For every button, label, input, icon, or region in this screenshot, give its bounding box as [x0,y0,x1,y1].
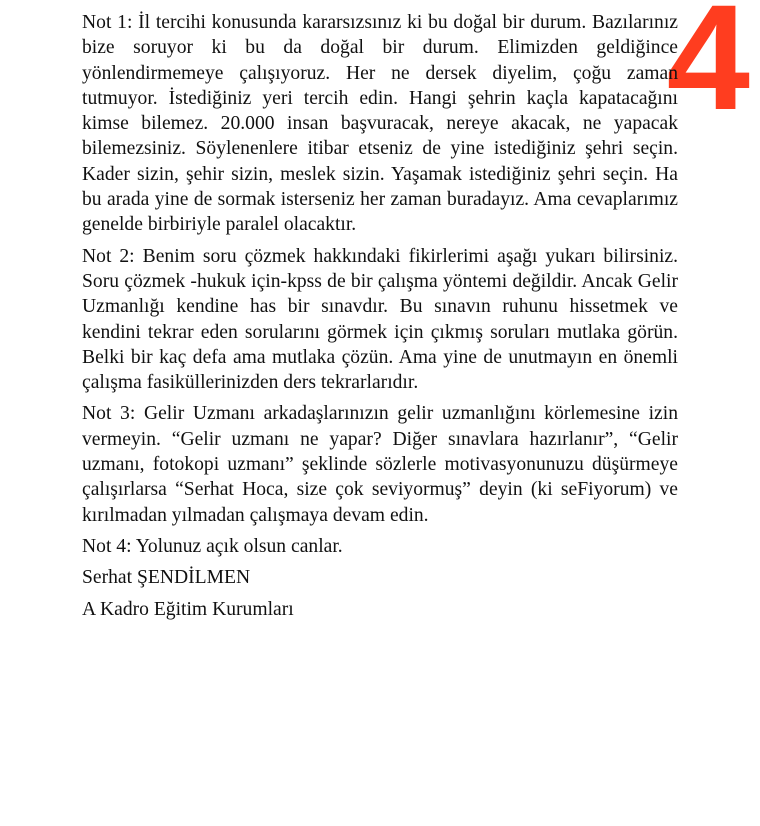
note-4: Not 4: Yolunuz açık olsun canlar. [82,535,343,557]
note-2: Not 2: Benim soru çözmek hakkındaki fikirlerimi aşağı yukarı bilirsiniz. Soru çözmek -hukuk için-kpss de bir çalışma yöntemi değildir. Ancak Gelir Uzmanlığı kendine has bir sınavdır. Bu sınavın ruhunu hissetmek ve kendini tekrar eden sorularını görmek için çıkmış soruları mutlaka görün. Belki bir kaç defa ama mutlaka çözün. Ama yine de unutmayın en önemli çalışma fasiküllerinizden ders tekrarlarıdır. [82,245,678,394]
document-body [82,10,678,628]
page-number: 4 [666,0,750,141]
note-1: Not 1: İl tercihi konusunda kararsızsınız ki bu doğal bir durum. Bazılarınız bize soruyor ki bu da doğal bir durum. Elimizden geldiğince yönlendirmemeye çalışıyoruz. Her ne dersek diyelim, çoğu zaman tutmuyor. İstediğiniz yeri tercih edin. Hangi şehrin kaçla kapatacağını kimse bilemez. 20.000 insan başvuracak, nereye akacak, ne yapacak bilemezsiniz. Söylenenlere itibar etseniz de yine istediğiniz şehri seçin. Kader sizin, şehir sizin, meslek sizin. Yaşamak istediğiniz şehri seçin. Ha bu arada yine de sormak isterseniz her zaman buradayız. Ama cevaplarımız genelde birbiriyle paralel olacaktır. [82,12,678,236]
note-3: Not 3: Gelir Uzmanı arkadaşlarınızın gelir uzmanlığını körlemesine izin vermeyin. “Gelir uzmanı ne yapar? Diğer sınavlara hazırlanır”, “Gelir uzmanı, fotokopi uzmanı” şeklinde sözlerle motivasyonunuzu düşürmeye çalışırlarsa “Serhat Hoca, size çok seviyormuş” deyin (ki seFiyorum) ve kırılmadan yılmadan çalışmaya devam edin. [82,403,678,526]
signature-name: Serhat ŞENDİLMEN [82,567,251,589]
signature-organization: A Kadro Eğitim Kurumları [82,598,294,620]
